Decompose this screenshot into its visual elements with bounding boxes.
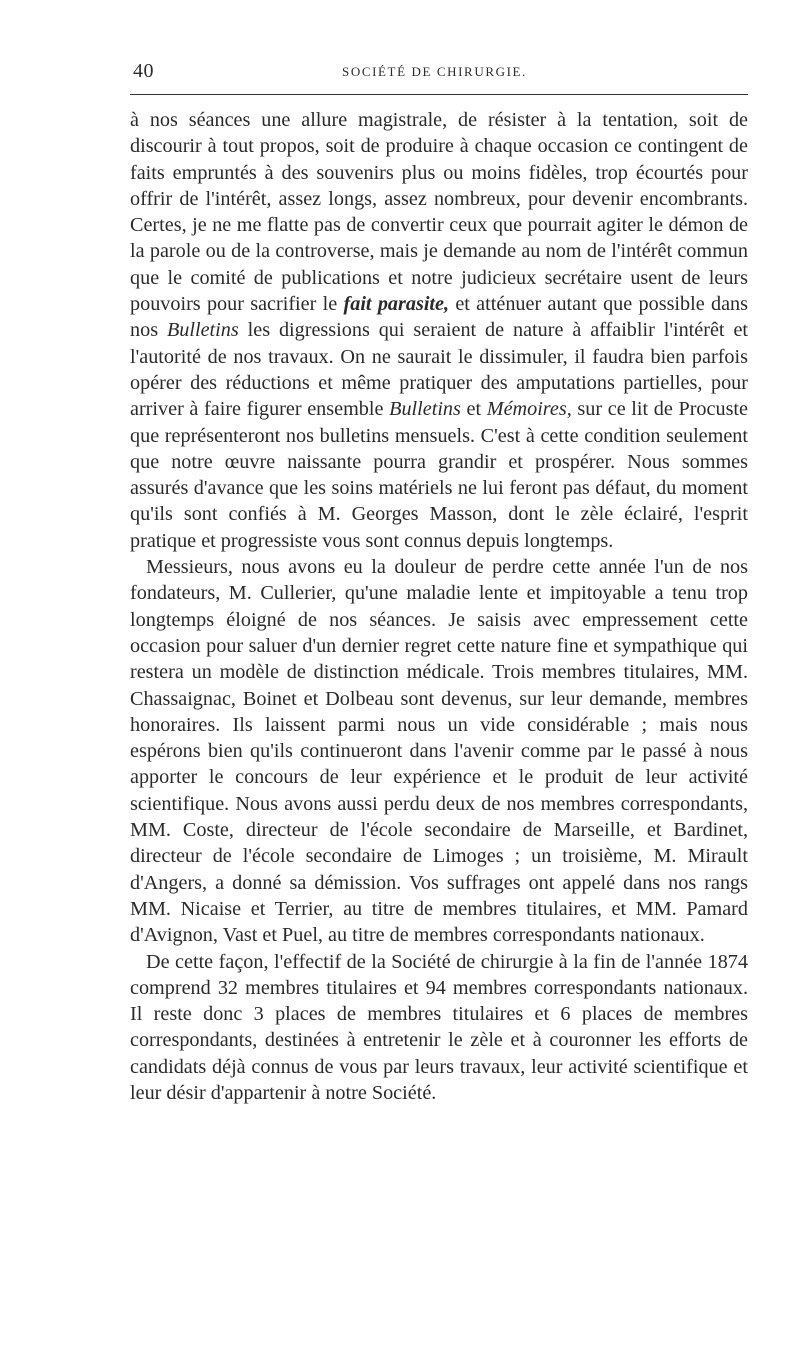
paragraph <box>130 949 748 1107</box>
text-run: sur ce lit de Procuste que représenteront nos bulletins mensuels. C'est à cette condition seulement que notre œuvre naissante pourra grandir et prospérer. Nous sommes assurés d'avance que les soins matériels ne lui feront pas défaut, du moment qu'ils sont confiés à M. Georges Masson, dont le zèle éclairé, l'esprit pratique et progressiste vous sont connus depuis longtemps. <box>130 398 748 552</box>
text-run: Messieurs, nous avons eu la douleur de perdre cette année l'un de nos fondateurs, M. Cullerier, qu'une maladie lente et impitoyable a tenu trop longtemps éloigné de nos séances. Je saisis avec empressement cette occasion pour saluer d'un dernier regret cette nature fine et sympathique qui restera un modèle de distinction médicale. Trois membres titulaires, MM. Chassaignac, Boinet et Dolbeau sont devenus, sur leur demande, membres honoraires. Ils laissent parmi nous un vide considérable ; mais nous espérons bien qu'ils continueront dans l'avenir comme par le passé à nous apporter le concours de leur expérience et le produit de leur activité scientifique. Nous avons aussi perdu deux de nos membres correspondants, MM. Coste, directeur de l'école secondaire de Marseille, et Bardinet, directeur de l'école secondaire de Limoges ; un troisième, M. Mirault d'Angers, a donné sa démission. Vos suffrages ont appelé dans nos rangs MM. Nicaise et Terrier, au titre de membres titulaires, et MM. Pamard d'Avignon, Vast et Puel, au titre de membres correspondants nationaux. <box>130 556 748 947</box>
running-head <box>130 0 748 95</box>
emphasis-run: Mémoires, <box>486 398 572 421</box>
emphasis-run: Bulletins <box>166 319 239 342</box>
running-title: SOCIÉTÉ DE CHIRURGIE. <box>342 64 527 79</box>
text-run: et atténuer autant que possible dans nos <box>130 293 748 342</box>
text-run: et <box>460 398 487 421</box>
text-run: De cette façon, l'effectif de la Société de chirurgie à la fin de l'année 1874 comprend 32 membres titulaires et 94 membres correspondants nationaux. Il reste donc 3 places de membres titulaires et 6 places de membres correspondants, destinées à entretenir le zèle et à couronner les efforts de candidats déjà connus de vous par leurs travaux, leur activité scientifique et leur désir d'appartenir à notre Société. <box>130 950 748 1104</box>
body-text <box>130 107 748 1106</box>
paragraph <box>130 554 748 948</box>
paragraph <box>130 107 748 554</box>
page-number: 40 <box>133 60 154 82</box>
emphasis-run: fait parasite, <box>343 293 450 316</box>
text-run: à nos séances une allure magistrale, de résister à la tentation, soit de discourir à tout propos, soit de produire à chaque occasion ce contingent de faits empruntés à des souvenirs plus ou moins fidèles, trop écourtés pour offrir de l'intérêt, assez longs, assez nombreux, pour devenir encombrants. Certes, je ne me flatte pas de convertir ceux que pourrait agiter le démon de la parole ou de la controverse, mais je demande au nom de l'intérêt commun que le comité de publications et notre judicieux secrétaire usent de leurs pouvoirs pour sacrifier le <box>130 109 748 316</box>
emphasis-run: Bulletins <box>389 398 461 421</box>
text-run: les digressions qui seraient de nature à affaiblir l'intérêt et l'autorité de nos travaux. On ne saurait le dissimuler, il faudra bien parfois opérer des réductions et même pratiquer des amputations partielles, pour arriver à faire figurer ensemble <box>130 319 749 421</box>
document-page <box>130 0 748 1106</box>
